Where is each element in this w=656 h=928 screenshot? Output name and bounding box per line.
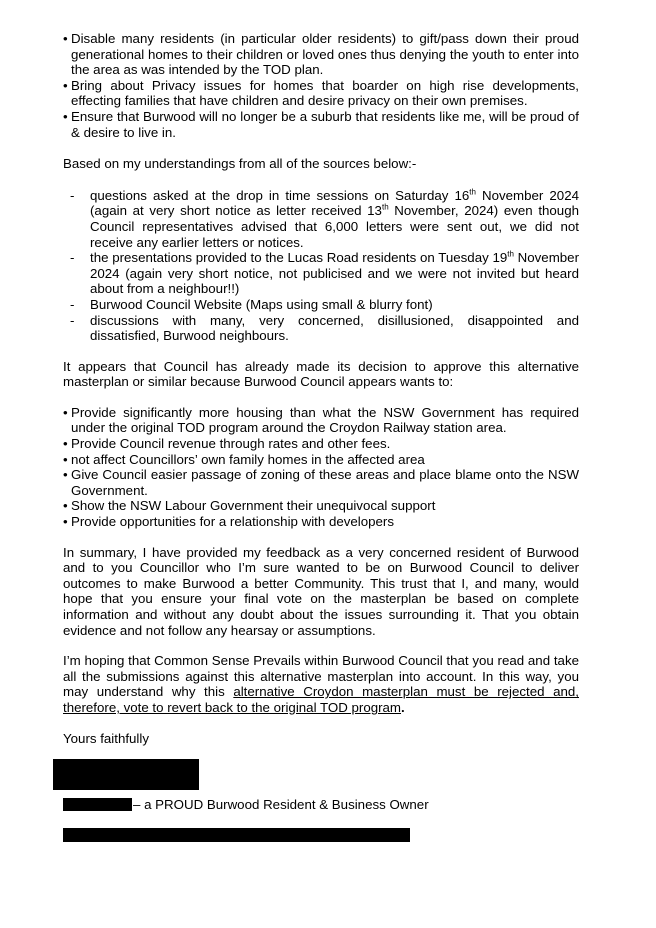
signature-line: – a PROUD Burwood Resident & Business Owner: [133, 797, 429, 812]
rejection-statement: alternative Croydon masterplan must be rejected and, therefore, vote to revert back to the original TOD program: [63, 684, 579, 715]
bullet-icon: •: [63, 404, 68, 420]
bullet-list-impacts: [63, 31, 579, 140]
list-item: • not affect Councillors’ own family homes in the affected area: [63, 451, 425, 467]
summary-paragraph: In summary, I have provided my feedback as a very concerned resident of Burwood and to you Councillor who I’m sure wanted to be on Burwood Council to deliver outcomes to make Burwood a better Community. This trust that I, and many, would hope that you ensure your final vote on the masterplan be based on complete information and without any doubt about the issues surrounding it. That you obtain evidence and not follow any hearsay or assumptions.: [63, 544, 579, 638]
list-item: • Disable many residents (in particular older residents) to gift/pass down their proud generational homes to their children or loved ones thus denying the youth to enter into the area as was intended by the TOD plan.: [63, 31, 579, 78]
dash-icon: -: [70, 312, 75, 328]
redacted-name: [63, 798, 132, 811]
redacted-signature: [53, 759, 199, 790]
list-item: - discussions with many, very concerned, disillusioned, disappointed and dissatisfied, Burwood neighbours.: [70, 312, 579, 344]
list-item: - the presentations provided to the Lucas Road residents on Tuesday 19th November 2024 (again very short notice, not publicised and we were not invited but heard about from a neighbour!!): [70, 249, 580, 297]
sources-list: [63, 188, 579, 344]
bullet-icon: •: [63, 451, 68, 467]
dash-icon: -: [70, 250, 75, 266]
redacted-contact-details: [63, 828, 410, 842]
bullet-icon: •: [63, 108, 68, 124]
bullet-icon: •: [63, 31, 68, 46]
list-item: • Bring about Privacy issues for homes that boarder on high rise developments, effecting families that have children and desire privacy on their own premises.: [63, 77, 579, 109]
letter-body: [63, 31, 579, 746]
list-item: • Show the NSW Labour Government their unequivocal support: [63, 498, 436, 514]
bullet-icon: •: [63, 467, 68, 483]
sources-intro: Based on my understandings from all of the sources below:-: [63, 156, 417, 172]
list-item: - questions asked at the drop in time sessions on Saturday 16th November 2024 (again at very short notice as letter received 13th November, 2024) even though Council representatives advised that 6,000 letters were sent out, we did not receive any earlier letters or notices.: [70, 187, 579, 250]
closing: Yours faithfully: [63, 730, 149, 746]
bullet-icon: •: [63, 436, 68, 452]
bullet-list-council: [63, 405, 579, 530]
list-item: • Provide Council revenue through rates and other fees.: [63, 436, 391, 452]
dash-icon: -: [70, 187, 75, 203]
list-item: • Give Council easier passage of zoning of these areas and place blame onto the NSW Government.: [63, 467, 579, 498]
bullet-icon: •: [63, 498, 68, 514]
dash-icon: -: [70, 296, 75, 312]
bullet-icon: •: [63, 514, 68, 530]
list-item: • Ensure that Burwood will no longer be a suburb that residents like me, will be proud of & desire to live in.: [63, 108, 579, 140]
appears-paragraph: It appears that Council has already made its decision to approve this alternative masterplan or similar because Burwood Council appears wants to:: [63, 358, 579, 390]
list-item: • Provide significantly more housing than what the NSW Government has required under the original TOD program around the Croydon Railway station area.: [63, 404, 579, 436]
bullet-icon: •: [63, 77, 68, 93]
hoping-paragraph: I’m hoping that Common Sense Prevails within Burwood Council that you read and take all the submissions against this alternative masterplan into account. In this way, you may understand why this alternative Croydon masterplan must be rejected and, therefore, vote to revert back to the original TOD program.: [63, 653, 579, 715]
list-item: - Burwood Council Website (Maps using small & blurry font): [70, 296, 433, 312]
list-item: • Provide opportunities for a relationship with developers: [63, 514, 395, 530]
